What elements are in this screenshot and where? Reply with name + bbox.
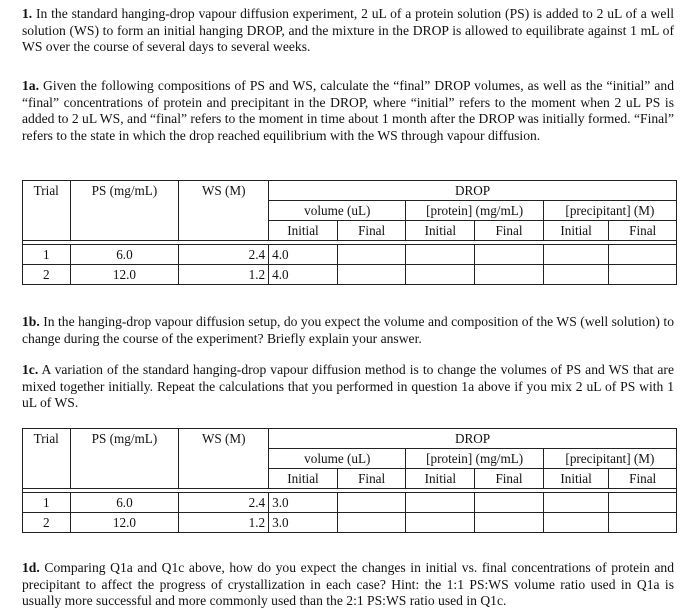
question-1c <box>22 362 674 412</box>
trial-cell: 1 <box>23 245 71 265</box>
volume-final-header: Final <box>337 221 406 241</box>
ps-cell: 12.0 <box>70 513 179 533</box>
trial-header: Trial <box>23 429 71 489</box>
volume-final-cell[interactable] <box>337 265 406 285</box>
question-text: A variation of the standard hanging-drop vapour diffusion method is to change the volumes of PS and WS that are mixed together initially. Repeat the calculations that you performed in question 1a above if you mix 2 uL of PS with 1 uL of WS. <box>22 362 674 410</box>
question-1a <box>22 78 674 144</box>
question-text: In the standard hanging-drop vapour diffusion experiment, 2 uL of a protein solution (PS) is added to 2 uL of a well solution (WS) to form an initial hanging DROP, and the mixture in the DROP is allowed to equilibrate against 1 mL of WS over the course of several days to several weeks. <box>22 6 674 54</box>
ps-cell: 6.0 <box>70 245 179 265</box>
protein-initial-header: Initial <box>406 469 475 489</box>
protein-header: [protein] (mg/mL) <box>406 201 543 221</box>
ps-cell: 6.0 <box>70 493 179 513</box>
protein-initial-cell[interactable] <box>406 265 475 285</box>
ws-cell: 2.4 <box>179 493 269 513</box>
trial-header: Trial <box>23 181 71 241</box>
question-text: Given the following compositions of PS and WS, calculate the “final” DROP volumes, as well as the “initial” and “final” concentrations of protein and precipitant in the DROP, where “initial” refers to the moment when 2 uL PS is added to 2 uL WS, and “final” refers to the moment in time about 1 month after the DROP was initially formed. “Final” refers to the state in which the drop reached equilibrium with the WS through vapour diffusion. <box>22 78 674 143</box>
precipitant-header: [precipitant] (M) <box>543 201 676 221</box>
protein-initial-cell[interactable] <box>406 513 475 533</box>
volume-initial-cell: 4.0 <box>269 265 338 285</box>
ws-header: WS (M) <box>179 181 269 241</box>
table-row <box>23 513 677 533</box>
volume-initial-cell: 3.0 <box>269 493 338 513</box>
precipitant-initial-cell[interactable] <box>543 493 609 513</box>
drop-header: DROP <box>269 429 677 449</box>
question-number: 1b. <box>22 314 40 329</box>
protein-final-cell[interactable] <box>475 265 544 285</box>
protein-final-cell[interactable] <box>475 513 544 533</box>
question-number: 1c. <box>22 362 39 377</box>
volume-initial-header: Initial <box>269 469 338 489</box>
volume-final-cell[interactable] <box>337 245 406 265</box>
question-number: 1d. <box>22 560 40 575</box>
ps-cell: 12.0 <box>70 265 179 285</box>
question-number: 1a. <box>22 78 39 93</box>
ws-cell: 1.2 <box>179 513 269 533</box>
trial-cell: 2 <box>23 265 71 285</box>
ws-cell: 2.4 <box>179 245 269 265</box>
precipitant-final-cell[interactable] <box>609 245 677 265</box>
protein-initial-header: Initial <box>406 221 475 241</box>
question-number: 1. <box>22 6 33 21</box>
question-1 <box>22 6 674 56</box>
question-1b <box>22 314 674 347</box>
precipitant-final-cell[interactable] <box>609 513 677 533</box>
protein-initial-cell[interactable] <box>406 245 475 265</box>
ws-cell: 1.2 <box>179 265 269 285</box>
question-text: Comparing Q1a and Q1c above, how do you expect the changes in initial vs. final concentrations of protein and precipitant to affect the progress of crystallization in each case? Hint: the 1:1 PS:WS volume ratio used in Q1a is usually more successful and more commonly used than the 2:1 PS:WS ratio used in Q1c. <box>22 560 674 608</box>
volume-final-cell[interactable] <box>337 493 406 513</box>
drop-header: DROP <box>269 181 677 201</box>
question-text: In the hanging-drop vapour diffusion setup, do you expect the volume and composition of the WS (well solution) to change during the course of the experiment? Briefly explain your answer. <box>22 314 674 346</box>
trial-cell: 1 <box>23 493 71 513</box>
ps-header: PS (mg/mL) <box>70 429 179 489</box>
precipitant-initial-cell[interactable] <box>543 245 609 265</box>
precipitant-initial-cell[interactable] <box>543 513 609 533</box>
precipitant-final-header: Final <box>609 221 677 241</box>
table-row <box>23 265 677 285</box>
drop-table-2 <box>22 428 677 533</box>
ps-header: PS (mg/mL) <box>70 181 179 241</box>
volume-initial-cell: 4.0 <box>269 245 338 265</box>
protein-final-cell[interactable] <box>475 493 544 513</box>
volume-header: volume (uL) <box>269 449 406 469</box>
drop-table-1 <box>22 180 677 285</box>
precipitant-final-cell[interactable] <box>609 493 677 513</box>
volume-final-cell[interactable] <box>337 513 406 533</box>
question-1d <box>22 560 674 610</box>
protein-final-header: Final <box>475 469 544 489</box>
precipitant-initial-header: Initial <box>543 221 609 241</box>
trial-cell: 2 <box>23 513 71 533</box>
protein-final-header: Final <box>475 221 544 241</box>
volume-final-header: Final <box>337 469 406 489</box>
ws-header: WS (M) <box>179 429 269 489</box>
protein-header: [protein] (mg/mL) <box>406 449 543 469</box>
protein-initial-cell[interactable] <box>406 493 475 513</box>
volume-initial-header: Initial <box>269 221 338 241</box>
precipitant-final-cell[interactable] <box>609 265 677 285</box>
precipitant-header: [precipitant] (M) <box>543 449 676 469</box>
precipitant-initial-cell[interactable] <box>543 265 609 285</box>
protein-final-cell[interactable] <box>475 245 544 265</box>
table-row <box>23 245 677 265</box>
precipitant-final-header: Final <box>609 469 677 489</box>
volume-header: volume (uL) <box>269 201 406 221</box>
precipitant-initial-header: Initial <box>543 469 609 489</box>
table-row <box>23 493 677 513</box>
volume-initial-cell: 3.0 <box>269 513 338 533</box>
